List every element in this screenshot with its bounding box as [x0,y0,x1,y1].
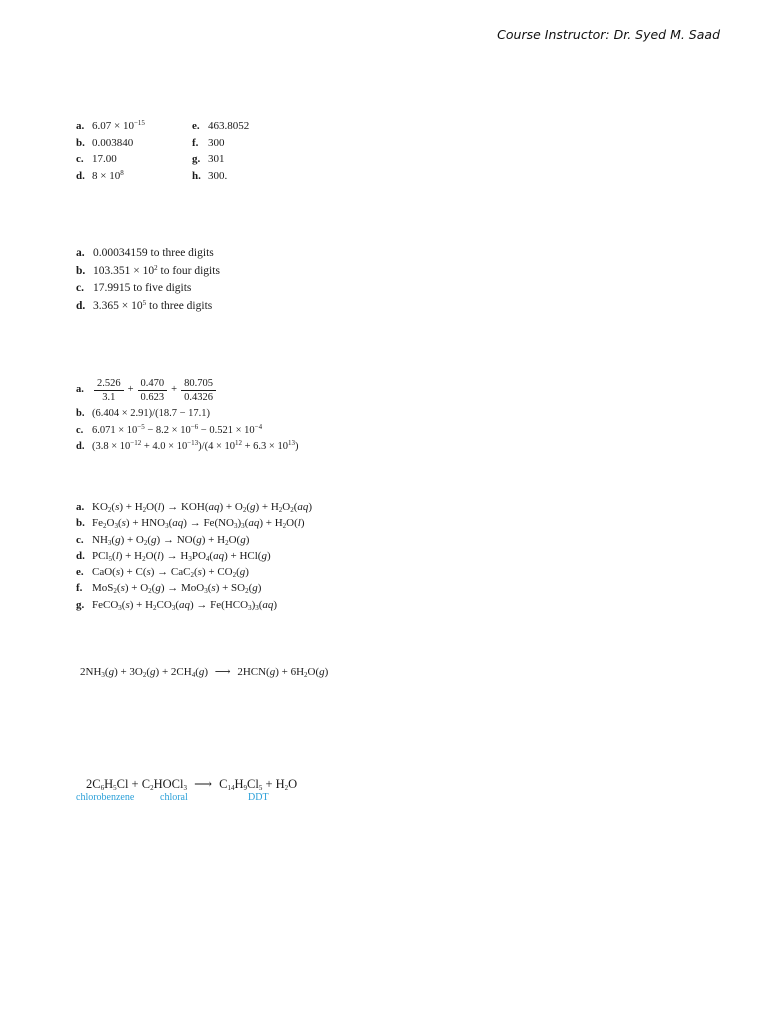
equation-list [76,499,312,613]
fraction: $\frac{2.526}{3.1}$ [94,377,124,404]
fraction: $\frac{80.705}{0.4326}$ [181,377,216,404]
sig-fig-list [76,118,282,184]
list-item: f. 300 [192,136,225,149]
list-item: b. $103.351 \times 10^2$ to four digits [76,263,220,277]
list-item: b. (6.404 × 2.91)/(18.7 − 17.1) [76,408,210,419]
rounding-list [76,245,220,315]
list-item: a. 0.00034159 to three digits [76,247,214,259]
list-item: a. $KO_2(s) + H_2O(l) \to KOH(aq) + O_2(g) + H_2O_2(aq)$ [76,501,313,514]
list-item: a. $6.07 \times 10^{-15}$ [76,119,145,132]
chloral-label: chloral [160,792,188,803]
list-item: c. 17.9915 to five digits [76,282,192,294]
list-item: c. 17.00 [76,153,117,165]
list-item: a. $\frac{2.526}{3.1}$ + $\frac{0.470}{0.623}$ + $\frac{80.705}{0.4326}$ [76,374,298,406]
chlorobenzene-label: chlorobenzene [76,792,135,803]
ddt-equation: $2C_6H_5Cl$ + $C_2HOCl_3$ ⟶ $C_{14}H_9Cl_5 + H_2O$ chlorobenzene chloral DDT [76,777,298,803]
list-item: d. $8 \times 10^8$ [76,168,124,182]
list-item: d. $3.365 \times 10^5$ to three digits [76,298,213,312]
list-item: d. $PCl_5(l) + H_2O(l) \to H_3PO_4(aq) + HCl(g)$ [76,549,271,563]
list-item: c. $6.071 \times 10^{-5} - 8.2 \times 10^{-6} - 0.521 \times 10^{-4}$ [76,422,263,436]
list-item: c. $NH_3(g) + O_2(g) \to NO(g) + H_2O(g)$ [76,533,250,547]
hcn-equation: $2NH_3(g) + 3O_2(g) + 2CH_4(g)$ ⟶ $2HCN(g) + 6H_2O(g)$ [80,666,329,679]
list-item: g. FeCO$_3$(s) + $H_2CO_3(aq) \to Fe(HCO_3)_3(aq)$ [76,598,278,612]
list-item: e. $CaO(s) + C(s) \to CaC_2(s) + CO_2(g)$ [76,566,249,580]
course-instructor-header: Course Instructor: Dr. Syed M. Saad [497,27,720,42]
list-item: b. 0.003840 [76,136,134,149]
list-item: h. 300. [192,169,228,182]
list-item: b. $Fe_2O_3(s) + HNO_3(aq) \to Fe(NO_3)_3(aq) + H_2O(l)$ [76,517,305,531]
calculation-list [76,374,298,456]
list-item: e. 463.8052 [192,120,250,132]
ddt-label: DDT [248,792,269,803]
list-item: g. 301 [192,153,225,165]
list-item: f. $MoS_2(s) + O_2(g) \to MoO_3(s) + SO_2(g)$ [76,582,262,596]
list-item: d. $(3.8 \times 10^{-12} + 4.0 \times 10^{-13})/(4 \times 10^{12} + 6.3 \times 10^{13})$ [76,439,299,452]
fraction: $\frac{0.470}{0.623}$ [138,377,168,404]
